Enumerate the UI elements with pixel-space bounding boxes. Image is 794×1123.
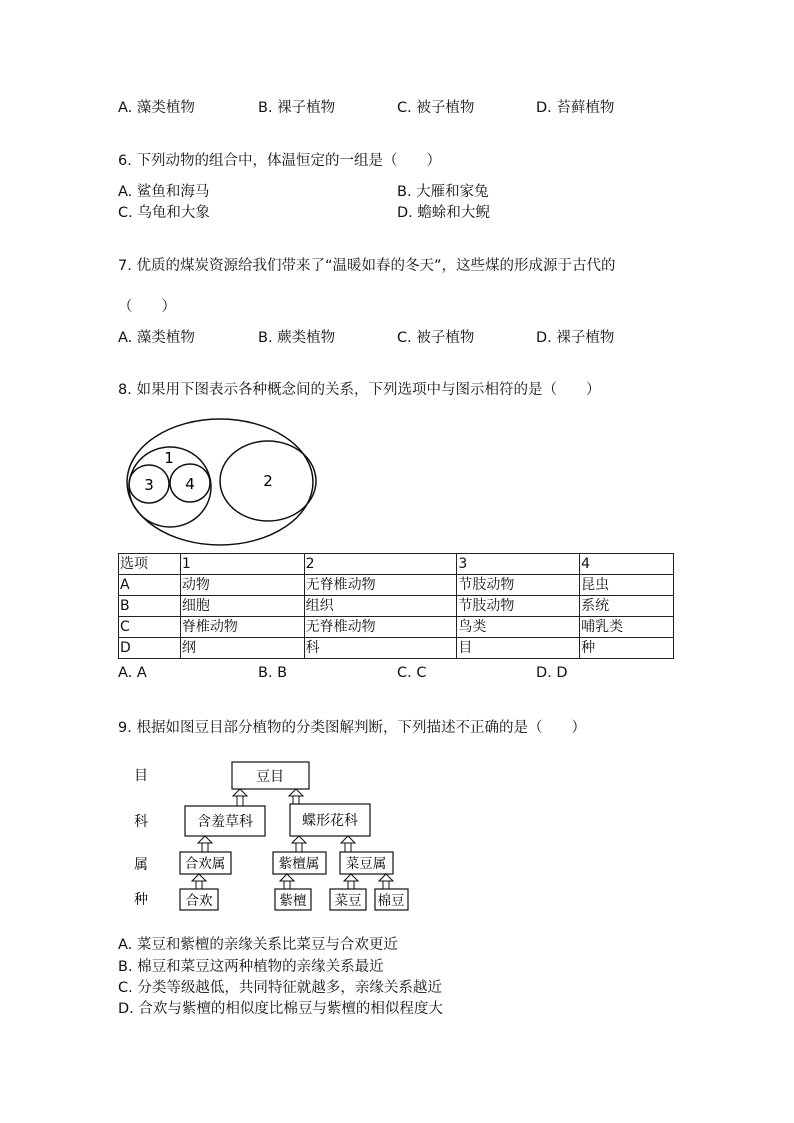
q8-option-c: C. C [397, 665, 427, 681]
label-1: 1 [164, 449, 174, 467]
table-cell: A [119, 575, 181, 596]
table-row [119, 638, 674, 659]
table-row [119, 575, 674, 596]
q5-option-a: A. 藻类植物 [118, 100, 195, 116]
table-cell: 昆虫 [580, 575, 674, 596]
node-family-1-label: 含羞草科 [197, 814, 253, 830]
node-order-label: 豆目 [256, 769, 284, 785]
table-cell: 动物 [180, 575, 304, 596]
label-3: 3 [144, 476, 154, 494]
q9-option-b: B. 棉豆和菜豆这两种植物的亲缘关系最近 [118, 959, 384, 975]
q7-option-d: D. 裸子植物 [536, 330, 615, 346]
node-genus-1-label: 合欢属 [184, 856, 226, 872]
level-family-label: 科 [134, 814, 148, 830]
table-header-row [119, 554, 674, 575]
node-species-2-label: 紫檀 [279, 893, 307, 909]
table-cell: B [119, 596, 181, 617]
level-species-label: 种 [134, 892, 148, 908]
table-cell: 组织 [304, 596, 457, 617]
table-header-cell: 2 [304, 554, 457, 575]
q7-paren: （ ） [118, 299, 176, 315]
q8-option-d: D. D [536, 665, 568, 681]
table-header-cell: 4 [580, 554, 674, 575]
table-cell: 目 [457, 638, 580, 659]
level-genus-label: 属 [134, 857, 148, 873]
concept-venn-diagram [118, 415, 328, 550]
node-species-4-label: 棉豆 [377, 893, 405, 909]
table-cell: 节肢动物 [457, 596, 580, 617]
node-genus-2-label: 紫檀属 [278, 856, 320, 872]
q7-stem: 7. 优质的煤炭资源给我们带来了“温暖如春的冬天”，这些煤的形成源于古代的 [118, 258, 616, 274]
table-cell: D [119, 638, 181, 659]
table-cell: 纲 [180, 638, 304, 659]
table-cell: 节肢动物 [457, 575, 580, 596]
table-cell: 脊椎动物 [180, 617, 304, 638]
table-cell: 无脊椎动物 [304, 617, 457, 638]
table-cell: 无脊椎动物 [304, 575, 457, 596]
q6-option-a: A. 鲨鱼和海马 [118, 184, 210, 200]
table-header-cell: 3 [457, 554, 580, 575]
table-header-cell: 选项 [119, 554, 181, 575]
table-row [119, 617, 674, 638]
node-family-2-label: 蝶形花科 [302, 813, 358, 829]
table-cell: 系统 [580, 596, 674, 617]
label-4: 4 [185, 475, 195, 493]
q9-option-d: D. 合欢与紫檀的相似度比棉豆与紫檀的相似程度大 [118, 1001, 443, 1017]
table-header-cell: 1 [180, 554, 304, 575]
q9-option-a: A. 菜豆和紫檀的亲缘关系比菜豆与合欢更近 [118, 937, 398, 953]
q5-option-d: D. 苔藓植物 [536, 100, 615, 116]
node-genus-3-label: 菜豆属 [345, 856, 387, 872]
label-2: 2 [263, 472, 273, 490]
table-cell: C [119, 617, 181, 638]
table-cell: 科 [304, 638, 457, 659]
q7-option-b: B. 蕨类植物 [258, 330, 336, 346]
node-species-3-label: 菜豆 [334, 893, 362, 909]
table-row [119, 596, 674, 617]
table-cell: 鸟类 [457, 617, 580, 638]
q6-option-d: D. 蟾蜍和大鲵 [397, 205, 490, 221]
q8-option-a: A. A [118, 665, 147, 681]
q6-option-b: B. 大雁和家兔 [397, 184, 489, 200]
node-species-1-label: 合欢 [185, 893, 213, 909]
q6-stem: 6. 下列动物的组合中，体温恒定的一组是（ ） [118, 153, 441, 169]
q6-option-c: C. 乌龟和大象 [118, 205, 210, 221]
q9-stem: 9. 根据如图豆目部分植物的分类图解判断，下列描述不正确的是（ ） [118, 720, 586, 736]
q5-option-b: B. 裸子植物 [258, 100, 336, 116]
q7-option-a: A. 藻类植物 [118, 330, 195, 346]
table-cell: 种 [580, 638, 674, 659]
q9-option-c: C. 分类等级越低，共同特征就越多，亲缘关系越近 [118, 980, 442, 996]
level-order-label: 目 [134, 768, 148, 784]
q8-stem: 8. 如果用下图表示各种概念间的关系，下列选项中与图示相符的是（ ） [118, 382, 601, 398]
q8-option-b: B. B [258, 665, 288, 681]
table-cell: 细胞 [180, 596, 304, 617]
q7-option-c: C. 被子植物 [397, 330, 475, 346]
options-table [118, 553, 674, 659]
table-cell: 哺乳类 [580, 617, 674, 638]
q5-option-c: C. 被子植物 [397, 100, 475, 116]
classification-tree-diagram [125, 755, 425, 920]
